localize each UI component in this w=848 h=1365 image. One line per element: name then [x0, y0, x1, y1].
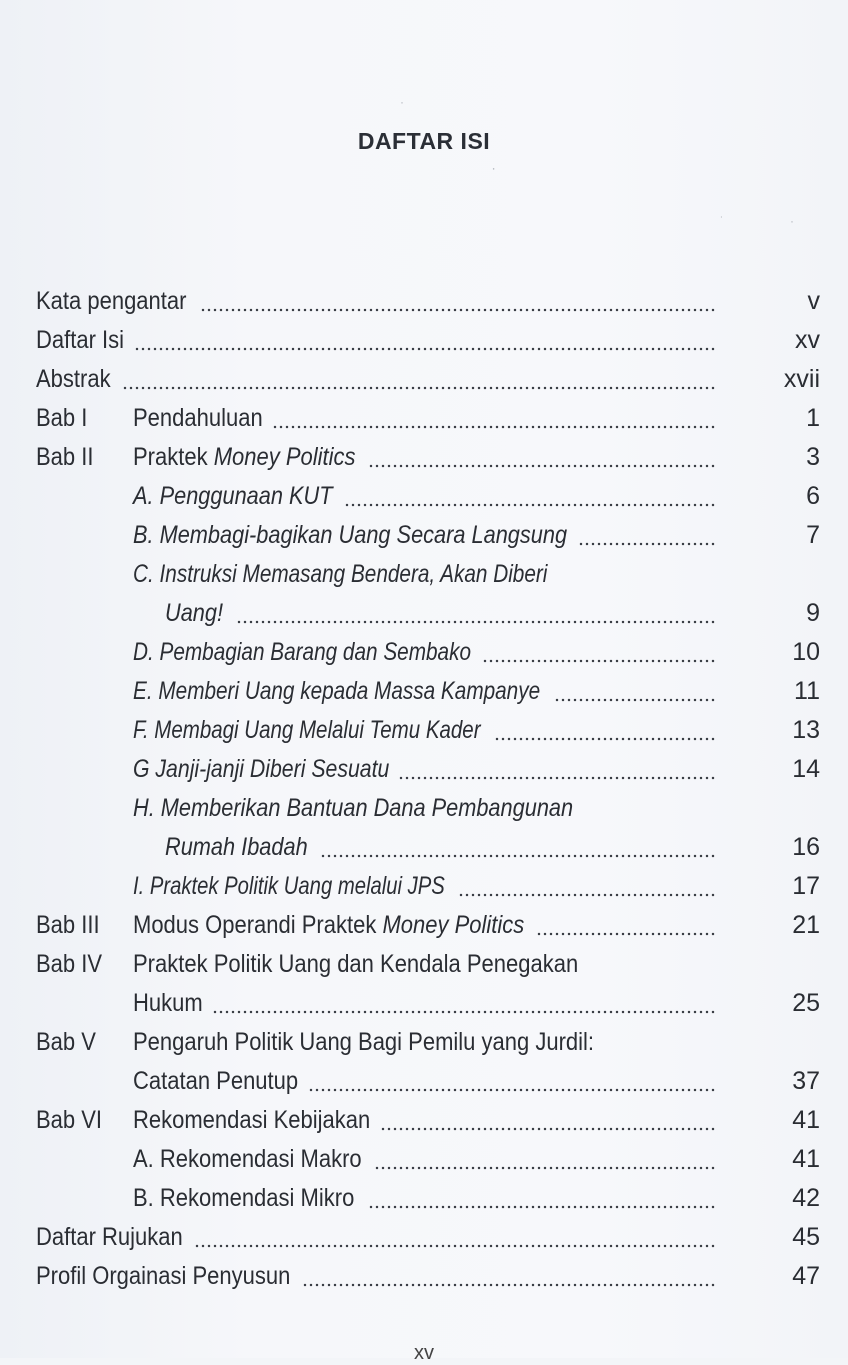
speck: ·	[400, 95, 404, 109]
dot-leader	[302, 1283, 716, 1287]
dot-leader	[368, 1205, 716, 1209]
toc-entry	[0, 634, 848, 670]
chapter-label: Bab II	[36, 443, 94, 471]
page-title: DAFTAR ISI	[357, 128, 491, 154]
dot-leader	[272, 425, 716, 429]
entry-title	[133, 517, 567, 553]
entry-title	[133, 673, 540, 709]
page-number: 47	[792, 1262, 820, 1290]
page-number: 45	[792, 1223, 820, 1251]
toc-entry	[0, 790, 848, 826]
entry-title-text: D. Pembagian Barang dan Sembako	[133, 638, 471, 666]
chapter-label: Bab I	[36, 404, 88, 432]
chapter-label: Bab IV	[36, 950, 103, 978]
toc-entry	[0, 1063, 848, 1099]
toc-entry	[0, 946, 848, 982]
entry-title-text: B. Membagi-bagikan Uang Secara Langsung	[133, 521, 568, 549]
page-number: 14	[792, 755, 820, 783]
entry-title-text: G Janji-janji Diberi Sesuatu	[133, 755, 390, 783]
dot-leader	[578, 542, 716, 546]
toc-entry	[0, 1141, 848, 1177]
entry-title-text: Pendahuluan	[133, 404, 263, 432]
entry-title	[133, 1063, 298, 1099]
entry-title	[133, 1024, 594, 1060]
entry-title-text: E. Memberi Uang kepada Massa Kampanye	[133, 677, 541, 705]
page-number: v	[807, 287, 820, 315]
toc-entry	[0, 868, 848, 904]
entry-title	[133, 946, 578, 982]
entry-title-text: H. Memberikan Bantuan Dana Pembangunan	[133, 794, 574, 822]
entry-title-italic: Money Politics	[213, 443, 356, 471]
dot-leader	[482, 659, 716, 663]
dot-leader	[122, 386, 716, 390]
page-number: 16	[792, 833, 820, 861]
toc-entry	[0, 673, 848, 709]
entry-title	[133, 907, 524, 943]
entry-title-text: F. Membagi Uang Melalui Temu Kader	[133, 716, 481, 744]
page-number: 9	[806, 599, 820, 627]
entry-title-text: Profil Orgainasi Penyusun	[36, 1262, 291, 1290]
entry-title-text: B. Rekomendasi Mikro	[133, 1184, 355, 1212]
toc-entry	[0, 985, 848, 1021]
entry-title	[133, 634, 471, 670]
entry-title-text: Pengaruh Politik Uang Bagi Pemilu yang Jurdil:	[133, 1028, 595, 1056]
entry-title-text: Rumah Ibadah	[165, 833, 308, 861]
entry-title-text: A. Rekomendasi Makro	[133, 1145, 362, 1173]
toc-entry	[0, 1219, 848, 1255]
page-number: 41	[792, 1145, 820, 1173]
entry-title	[133, 556, 547, 592]
toc-entry	[0, 595, 848, 631]
chapter-label: Bab III	[36, 911, 100, 939]
dot-leader	[134, 347, 716, 351]
toc-entry	[0, 829, 848, 865]
entry-title-text: Catatan Penutup	[133, 1067, 299, 1095]
dot-leader	[368, 464, 716, 468]
page-number: 6	[806, 482, 820, 510]
dot-leader	[320, 854, 716, 858]
entry-title-text: Hukum	[133, 989, 203, 1017]
toc-entry	[0, 1258, 848, 1294]
entry-title-text: Daftar Isi	[36, 326, 125, 354]
dot-leader	[200, 308, 716, 312]
entry-title-text: I. Praktek Politik Uang melalui JPS	[133, 872, 445, 900]
entry-title-text: Uang!	[165, 599, 224, 627]
dot-leader	[380, 1127, 716, 1131]
dot-leader	[374, 1166, 716, 1170]
entry-title	[36, 1219, 183, 1255]
dot-leader	[554, 698, 716, 702]
entry-title-text: Praktek Politik Uang dan Kendala Penegakan	[133, 950, 579, 978]
speck: ⸱	[492, 162, 496, 176]
entry-title-text: A. Penggunaan KUT	[133, 482, 333, 510]
entry-title	[133, 712, 481, 748]
entry-title	[36, 1258, 290, 1294]
entry-title	[133, 1102, 370, 1138]
entry-title	[133, 400, 263, 436]
dot-leader	[398, 776, 716, 780]
entry-title	[165, 595, 223, 631]
toc-entry	[0, 361, 848, 397]
entry-title-italic: Money Politics	[382, 911, 525, 939]
entry-title-text: Daftar Rujukan	[36, 1223, 183, 1251]
dot-leader	[212, 1010, 716, 1014]
page-number: 1	[806, 404, 820, 432]
speck: ˙	[720, 214, 724, 228]
speck: ·	[790, 214, 794, 228]
page-number: xv	[795, 326, 820, 354]
page-number: 13	[792, 716, 820, 744]
toc-entry	[0, 1102, 848, 1138]
entry-title-text: Praktek	[133, 443, 208, 471]
entry-title	[36, 361, 111, 397]
toc-entry	[0, 556, 848, 592]
page-number-footer: xv	[414, 1342, 434, 1364]
dot-leader	[308, 1088, 716, 1092]
toc-entry	[0, 517, 848, 553]
toc-entry	[0, 1024, 848, 1060]
page-number: 37	[792, 1067, 820, 1095]
dot-leader	[494, 737, 716, 741]
toc-entry	[0, 1180, 848, 1216]
page-number: xvii	[783, 365, 820, 393]
page-number: 25	[792, 989, 820, 1017]
entry-title	[133, 868, 445, 904]
dot-leader	[458, 893, 716, 897]
entry-title-text: Abstrak	[36, 365, 111, 393]
entry-title-text: Kata pengantar	[36, 287, 187, 315]
toc-entry	[0, 283, 848, 319]
entry-title	[36, 322, 124, 358]
dot-leader	[236, 620, 716, 624]
page-number: 10	[792, 638, 820, 666]
toc-entry	[0, 400, 848, 436]
entry-title	[133, 790, 573, 826]
page-number: 21	[792, 911, 820, 939]
page-number: 17	[792, 872, 820, 900]
toc-entry	[0, 712, 848, 748]
entry-title	[36, 283, 186, 319]
chapter-label: Bab V	[36, 1028, 96, 1056]
chapter-label: Bab VI	[36, 1106, 103, 1134]
entry-title	[133, 985, 203, 1021]
entry-title	[133, 1141, 362, 1177]
dot-leader	[194, 1244, 716, 1248]
entry-title	[133, 439, 356, 475]
entry-title	[133, 478, 333, 514]
entry-title-text: Modus Operandi Praktek	[133, 911, 377, 939]
dot-leader	[344, 503, 716, 507]
toc-entry	[0, 751, 848, 787]
entry-title	[133, 751, 389, 787]
toc-entry	[0, 907, 848, 943]
page-number: 3	[806, 443, 820, 471]
page-number: 11	[794, 677, 820, 705]
entry-title-text: C. Instruksi Memasang Bendera, Akan Diberi	[133, 560, 548, 588]
toc-entry	[0, 322, 848, 358]
page-number: 42	[792, 1184, 820, 1212]
toc-entry	[0, 478, 848, 514]
dot-leader	[536, 932, 716, 936]
entry-title	[165, 829, 308, 865]
toc-entry	[0, 439, 848, 475]
page-number: 41	[792, 1106, 820, 1134]
entry-title-text: Rekomendasi Kebijakan	[133, 1106, 371, 1134]
page-number: 7	[806, 521, 820, 549]
entry-title	[133, 1180, 354, 1216]
